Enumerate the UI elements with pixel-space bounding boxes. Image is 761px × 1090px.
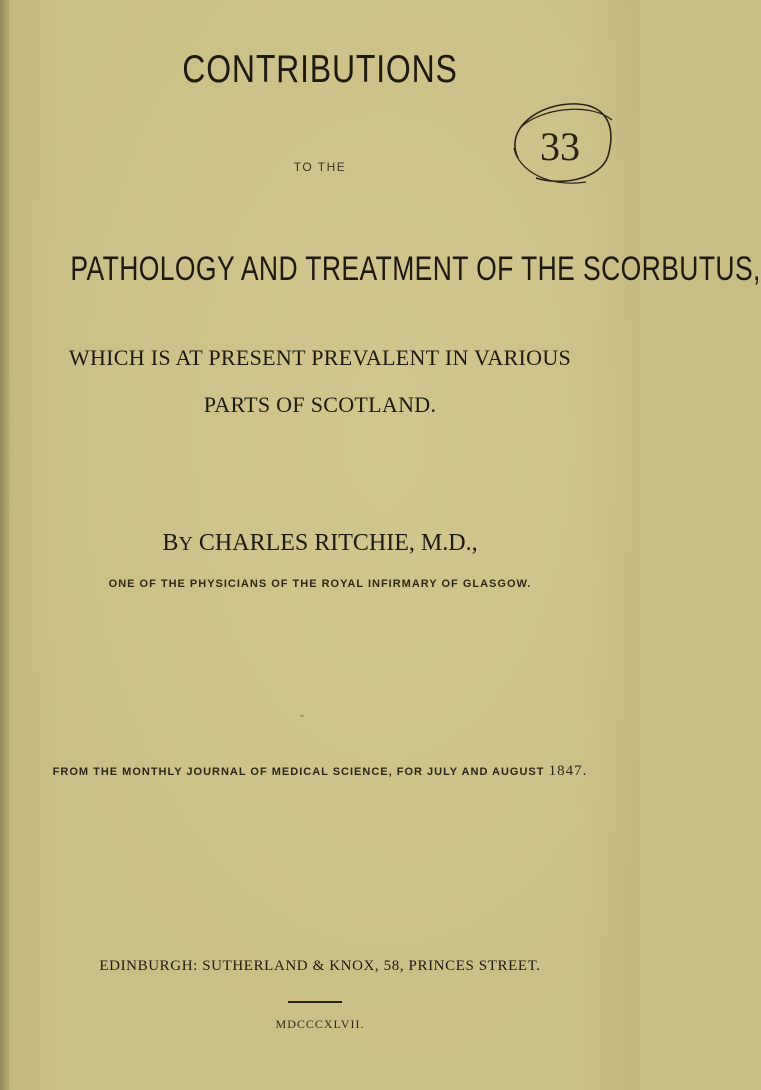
stamp-number: 33 bbox=[540, 124, 580, 169]
subtitle-line-1: WHICH IS AT PRESENT PREVALENT IN VARIOUS bbox=[68, 345, 572, 370]
publication-date: MDCCCXLVII. bbox=[275, 1017, 365, 1031]
source-year: 1847. bbox=[548, 763, 588, 779]
main-title: PATHOLOGY AND TREATMENT OF THE SCORBUTUS, bbox=[70, 250, 761, 288]
source-text: FROM THE MONTHLY JOURNAL OF MEDICAL SCIENCE, FOR JULY AND AUGUST bbox=[52, 766, 545, 778]
library-stamp-icon bbox=[500, 98, 620, 190]
divider-rule bbox=[288, 1001, 342, 1003]
subtitle-line-2: PARTS OF SCOTLAND. bbox=[203, 392, 437, 417]
paper-speck: ˜ bbox=[300, 712, 304, 726]
source-line bbox=[0, 763, 640, 780]
to-the-text: TO THE bbox=[293, 160, 347, 174]
author-name: CHARLES RITCHIE, M.D., bbox=[198, 530, 478, 556]
author-by-initial: B bbox=[162, 530, 179, 556]
author-line bbox=[0, 530, 640, 557]
publisher-line: EDINBURGH: SUTHERLAND & KNOX, 58, PRINCES STREET. bbox=[99, 958, 541, 974]
author-by-rest: Y bbox=[178, 533, 193, 555]
author-role: ONE OF THE PHYSICIANS OF THE ROYAL INFIRMARY OF GLASGOW. bbox=[108, 578, 532, 590]
page-title: CONTRIBUTIONS bbox=[182, 48, 458, 91]
